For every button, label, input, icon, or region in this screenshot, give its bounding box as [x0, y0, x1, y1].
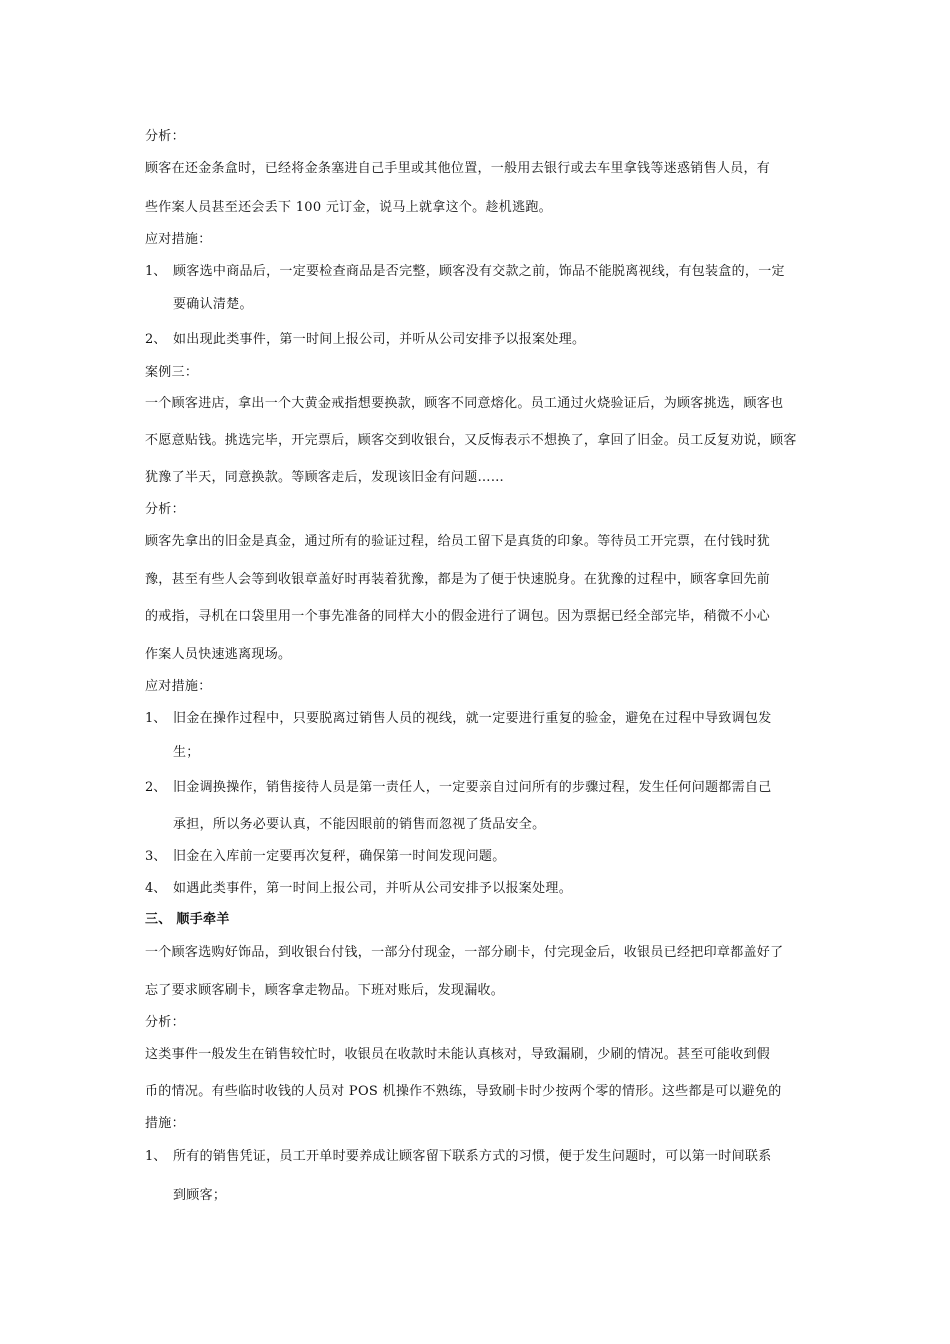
paragraph-line: 不愿意贴钱。挑选完毕，开完票后，顾客交到收银台，又反悔表示不想换了，拿回了旧金。员工反复劝说，顾客 — [145, 433, 797, 448]
paragraph-line: 币的情况。有些临时收钱的人员对 POS 机操作不熟练，导致刷卡时少按两个零的情形。这些都是可以避免的 — [145, 1084, 782, 1099]
paragraph-line: 犹豫了半天，同意换款。等顾客走后，发现该旧金有问题…… — [145, 470, 505, 485]
paragraph-line: 的戒指，寻机在口袋里用一个事先准备的同样大小的假金进行了调包。因为票据已经全部完毕，稍微不小心 — [145, 609, 771, 624]
measures-heading: 应对措施： — [145, 679, 212, 694]
paragraph-line: 豫，甚至有些人会等到收银章盖好时再装着犹豫，都是为了便于快速脱身。在犹豫的过程中，顾客拿回先前 — [145, 572, 771, 587]
list-marker: 2、 — [145, 332, 167, 347]
list-item-continuation: 到顾客； — [173, 1188, 227, 1203]
analysis-heading: 分析： — [145, 1015, 185, 1030]
list-marker: 2、 — [145, 780, 167, 795]
paragraph-line: 忘了要求顾客刷卡，顾客拿走物品。下班对账后，发现漏收。 — [145, 983, 505, 998]
list-item-continuation: 生； — [173, 745, 200, 760]
paragraph-line: 顾客在还金条盒时，已经将金条塞进自己手里或其他位置，一般用去银行或去车里拿钱等迷惑销售人员，有 — [145, 161, 771, 176]
list-marker: 3、 — [145, 849, 167, 864]
list-marker: 1、 — [145, 264, 167, 279]
analysis-heading: 分析： — [145, 502, 185, 517]
list-item: 旧金在入库前一定要再次复秤，确保第一时间发现问题。 — [173, 849, 506, 864]
paragraph-line: 一个顾客选购好饰品，到收银台付钱，一部分付现金，一部分刷卡，付完现金后，收银员已经把印章都盖好了 — [145, 945, 784, 960]
list-item: 顾客选中商品后，一定要检查商品是否完整，顾客没有交款之前，饰品不能脱离视线，有包装盒的，一定 — [173, 264, 785, 279]
paragraph-line: 一个顾客进店，拿出一个大黄金戒指想要换款，顾客不同意熔化。员工通过火烧验证后，为顾客挑选，顾客也 — [145, 396, 784, 411]
list-marker: 4、 — [145, 881, 167, 896]
list-item: 旧金调换操作，销售接待人员是第一责任人，一定要亲自过问所有的步骤过程，发生任何问题都需自己 — [173, 780, 772, 795]
case-heading: 案例三： — [145, 365, 199, 380]
measures-heading: 措施： — [145, 1116, 185, 1131]
section-heading: 三、 顺手牵羊 — [145, 912, 230, 927]
analysis-heading: 分析： — [145, 129, 185, 144]
list-item: 如遇此类事件，第一时间上报公司，并听从公司安排予以报案处理。 — [173, 881, 573, 896]
measures-heading: 应对措施： — [145, 232, 212, 247]
paragraph-line: 顾客先拿出的旧金是真金，通过所有的验证过程，给员工留下是真货的印象。等待员工开完票，在付钱时犹 — [145, 534, 771, 549]
paragraph-line: 些作案人员甚至还会丢下 100 元订金，说马上就拿这个。趁机逃跑。 — [145, 200, 552, 215]
list-marker: 1、 — [145, 711, 167, 726]
list-item-continuation: 要确认清楚。 — [173, 297, 253, 312]
paragraph-line: 作案人员快速逃离现场。 — [145, 647, 292, 662]
list-item: 所有的销售凭证，员工开单时要养成让顾客留下联系方式的习惯，便于发生问题时，可以第一时间联系 — [173, 1149, 772, 1164]
list-item-continuation: 承担，所以务必要认真，不能因眼前的销售而忽视了货品安全。 — [173, 817, 546, 832]
list-marker: 1、 — [145, 1149, 167, 1164]
paragraph-line: 这类事件一般发生在销售较忙时，收银员在收款时未能认真核对，导致漏刷，少刷的情况。甚至可能收到假 — [145, 1047, 771, 1062]
list-item: 如出现此类事件，第一时间上报公司，并听从公司安排予以报案处理。 — [173, 332, 586, 347]
list-item: 旧金在操作过程中，只要脱离过销售人员的视线，就一定要进行重复的验金，避免在过程中导致调包发 — [173, 711, 772, 726]
